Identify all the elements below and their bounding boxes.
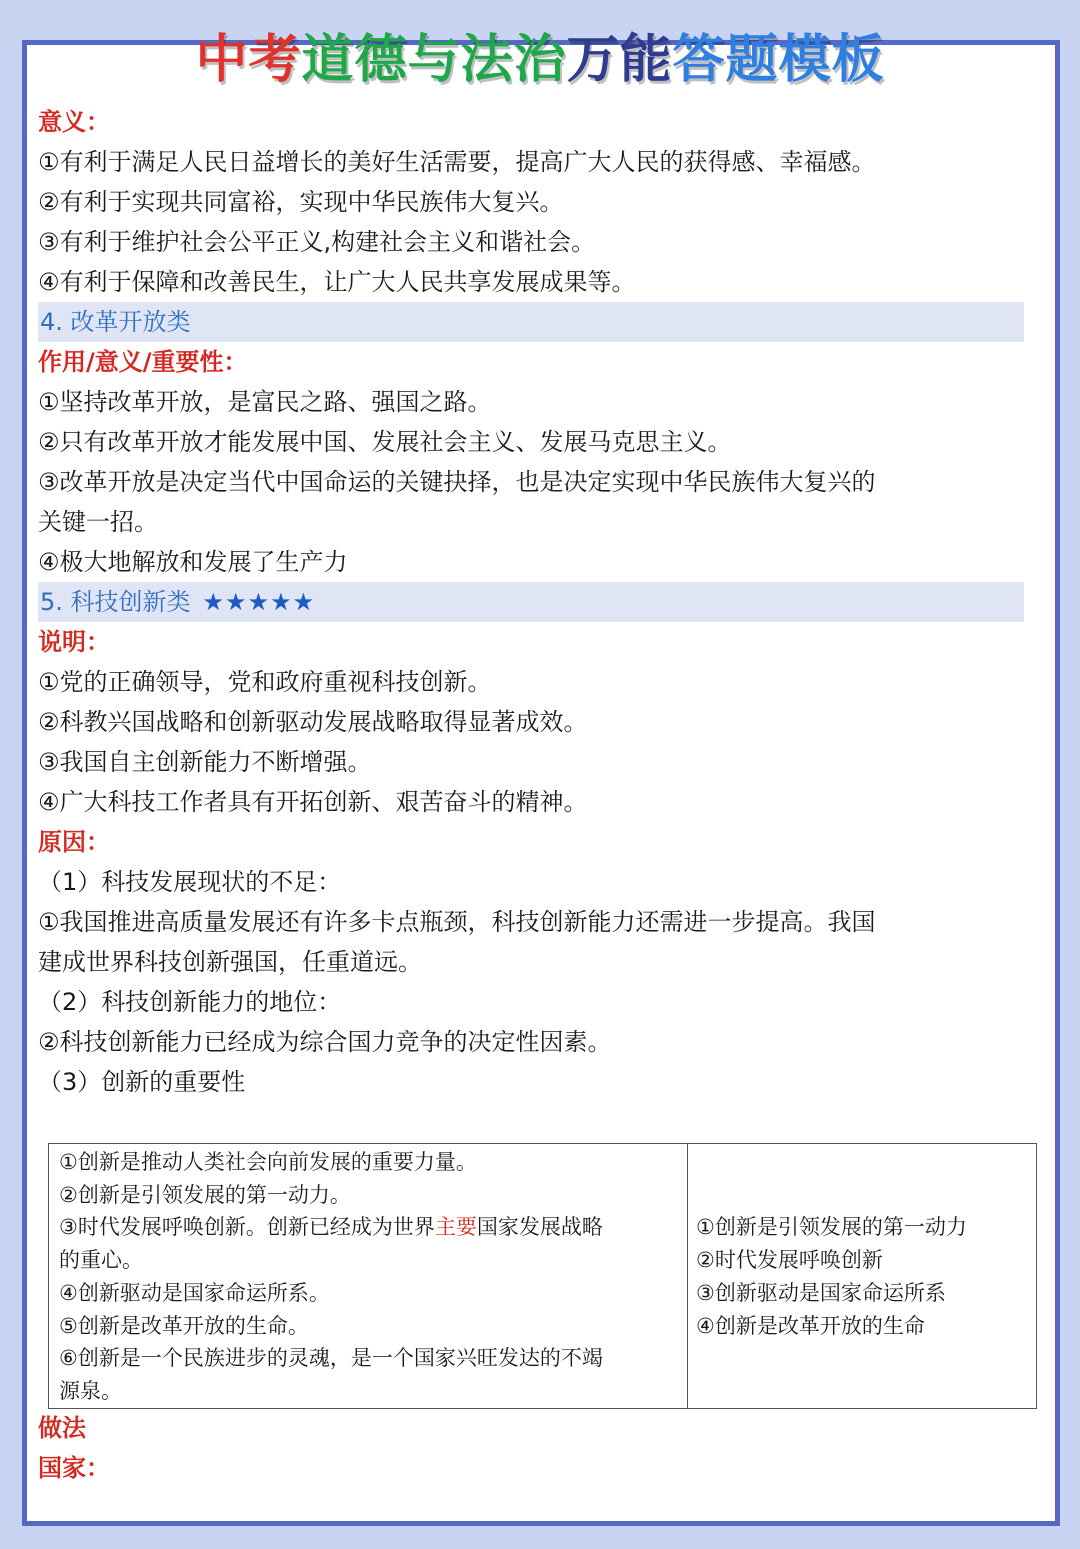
table-text: ③时代发展呼唤创新。创新已经成为世界 — [59, 1215, 435, 1240]
table-line: 源泉。 — [59, 1378, 122, 1403]
method-label: 做法 — [38, 1414, 86, 1442]
explain-item: ①党的正确领导，党和政府重视科技创新。 — [38, 668, 492, 696]
reform-item: ④极大地解放和发展了生产力 — [38, 548, 348, 576]
title-part-3: 万能 — [566, 30, 673, 90]
tech-heading-text: 5. 科技创新类 — [40, 588, 191, 616]
highlight-text: 主要 — [434, 1215, 477, 1240]
summary-line: ③创新驱动是国家命运所系 — [696, 1280, 946, 1305]
summary-line: ②时代发展呼唤创新 — [696, 1248, 883, 1273]
reform-item: 关键一招。 — [38, 508, 158, 536]
summary-line: ①创新是引领发展的第一动力 — [696, 1215, 967, 1240]
meaning-item: ④有利于保障和改善民生，让广大人民共享发展成果等。 — [38, 268, 636, 296]
section-heading-tech — [38, 582, 1024, 622]
reform-label: 作用/意义/重要性： — [38, 348, 248, 376]
importance-detail-cell — [49, 1144, 688, 1409]
reason-subheading: （2）科技创新能力的地位： — [38, 988, 342, 1016]
bottom-section — [38, 1408, 110, 1488]
content-body — [38, 102, 998, 1102]
page-title — [0, 30, 1080, 90]
reason-subheading: （3）创新的重要性 — [38, 1068, 246, 1096]
reform-item: ②只有改革开放才能发展中国、发展社会主义、发展马克思主义。 — [38, 428, 732, 456]
table-line: ⑥创新是一个民族进步的灵魂，是一个国家兴旺发达的不竭 — [59, 1346, 603, 1371]
meaning-label: 意义： — [38, 108, 110, 136]
summary-line: ④创新是改革开放的生命 — [696, 1313, 925, 1338]
section-heading-reform: 4. 改革开放类 — [38, 302, 1024, 342]
reason-subheading: （1）科技发展现状的不足： — [38, 868, 342, 896]
explain-item: ④广大科技工作者具有开拓创新、艰苦奋斗的精神。 — [38, 788, 588, 816]
table-line — [59, 1211, 679, 1244]
title-part-2: 道德与法治 — [301, 30, 567, 90]
reform-item: ①坚持改革开放，是富民之路、强国之路。 — [38, 388, 492, 416]
title-part-4: 答题模板 — [672, 30, 885, 90]
table-text: 国家发展战略 — [476, 1215, 603, 1240]
reason-item: 建成世界科技创新强国，任重道远。 — [38, 948, 422, 976]
explain-item: ③我国自主创新能力不断增强。 — [38, 748, 372, 776]
meaning-item: ②有利于实现共同富裕，实现中华民族伟大复兴。 — [38, 188, 564, 216]
reason-item: ①我国推进高质量发展还有许多卡点瓶颈，科技创新能力还需进一步提高。我国 — [38, 908, 876, 936]
explain-item: ②科教兴国战略和创新驱动发展战略取得显著成效。 — [38, 708, 588, 736]
table-line: ②创新是引领发展的第一动力。 — [59, 1182, 351, 1207]
reform-item: ③改革开放是决定当代中国命运的关键抉择，也是决定实现中华民族伟大复兴的 — [38, 468, 876, 496]
reason-item: ②科技创新能力已经成为综合国力竞争的决定性因素。 — [38, 1028, 612, 1056]
importance-summary-cell — [688, 1144, 1037, 1409]
star-rating: ★★★★★ — [202, 588, 316, 616]
table-line: ①创新是推动人类社会向前发展的重要力量。 — [59, 1150, 477, 1174]
importance-table — [48, 1143, 1037, 1409]
table-line: 的重心。 — [59, 1248, 143, 1273]
meaning-item: ①有利于满足人民日益增长的美好生活需要，提高广大人民的获得感、幸福感。 — [38, 148, 876, 176]
title-part-1: 中考 — [195, 30, 302, 90]
explain-label: 说明： — [38, 628, 110, 656]
table-line: ④创新驱动是国家命运所系。 — [59, 1280, 330, 1305]
table-line: ⑤创新是改革开放的生命。 — [59, 1313, 309, 1338]
country-label: 国家： — [38, 1454, 110, 1482]
meaning-item: ③有利于维护社会公平正义,构建社会主义和谐社会。 — [38, 228, 596, 256]
reason-label: 原因： — [38, 828, 110, 856]
